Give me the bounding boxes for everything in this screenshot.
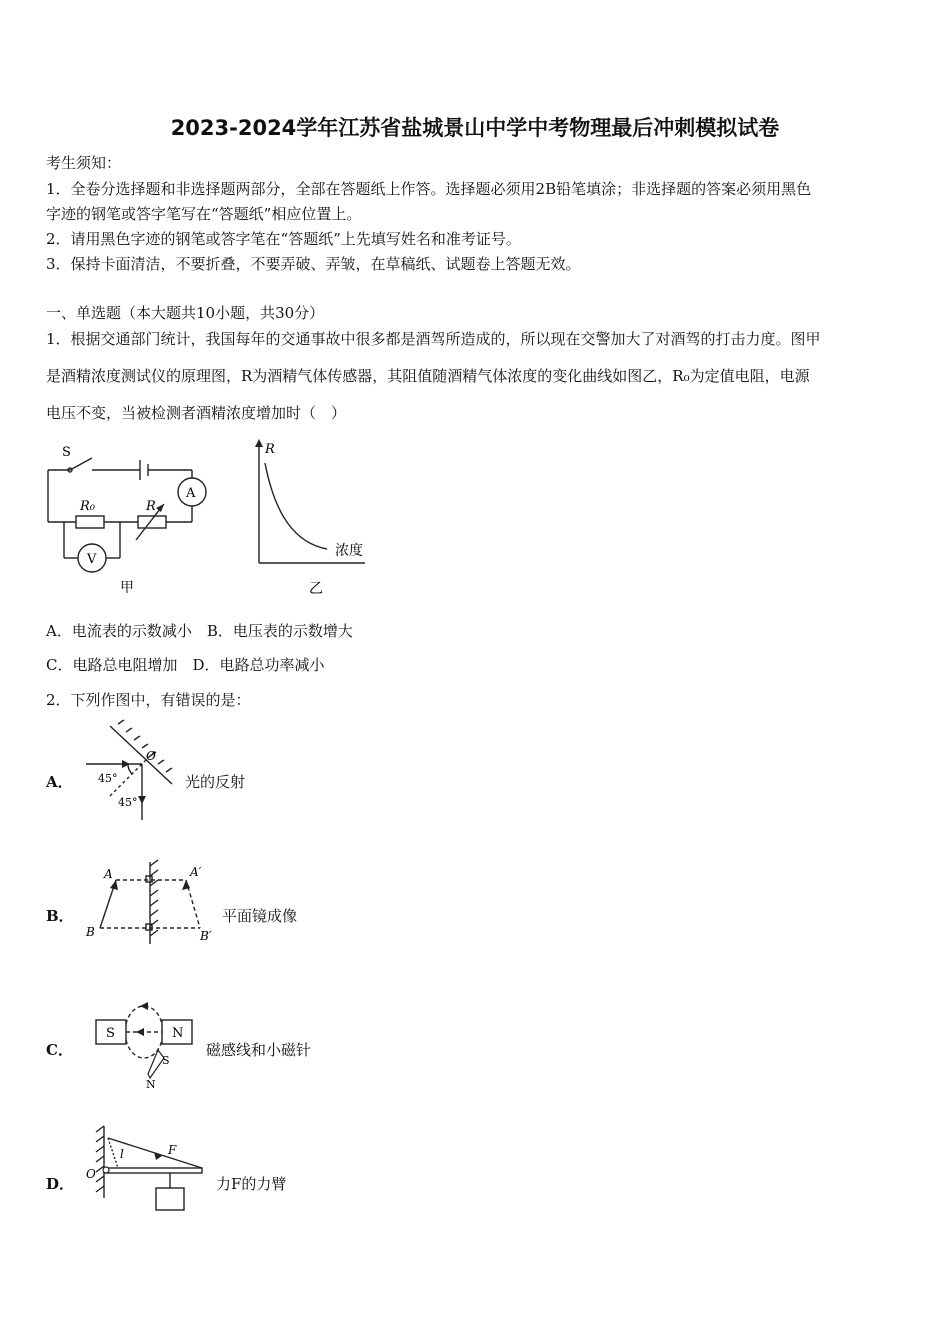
page-title: 2023-2024学年江苏省盐城景山中学中考物理最后冲刺模拟试卷: [170, 116, 780, 140]
reflected-arrowhead: [138, 796, 146, 804]
magnet-s-label: S: [106, 1026, 115, 1041]
q2-option-d-caption: 力F的力臂: [216, 1175, 287, 1193]
needle-s-label: S: [162, 1054, 170, 1067]
q2-option-b-label: B．: [46, 907, 74, 925]
sensor-arrowhead: [156, 504, 164, 512]
x-axis-label: 浓度: [335, 543, 363, 559]
lever-figure: [84, 1122, 214, 1217]
q1-line-2: 是酒精浓度测试仪的原理图，R为酒精气体传感器，其阻值随酒精气体浓度的变化曲线如图乙，R₀为定值电阻，电源: [46, 367, 810, 385]
r-label: R: [146, 499, 156, 514]
field-line-bottom: [126, 1040, 162, 1058]
field-line-top: [126, 1006, 162, 1024]
q2-option-a-caption: 光的反射: [185, 773, 246, 791]
section-heading: 一、单选题（本大题共10小题，共30分）: [46, 304, 325, 322]
pivot-point: [103, 1167, 109, 1173]
q2-option-d-label: D．: [46, 1175, 75, 1193]
y-axis-label: R: [265, 442, 275, 457]
switch-label: S: [62, 445, 71, 460]
reflection-figure: [80, 722, 190, 822]
notice-heading: 考生须知：: [46, 154, 122, 172]
needle-n-label: N: [146, 1078, 156, 1091]
notice-line-2: 字迹的钢笔或答字笔写在“答题纸”相应位置上。: [46, 205, 362, 223]
ammeter-label: A: [186, 486, 196, 501]
label-a-prime: A′: [190, 865, 202, 879]
q2-option-c-caption: 磁感线和小磁针: [206, 1041, 312, 1059]
notice-line-4: 3．保持卡面清洁，不要折叠，不要弄破、弄皱，在草稿纸、试题卷上答题无效。: [46, 255, 581, 273]
circuit-figure: [40, 440, 220, 600]
q1-options-row-1: A．电流表的示数减小 B．电压表的示数增大: [46, 622, 353, 640]
force-f-label: F: [168, 1143, 177, 1157]
resistance-curve-figure: [245, 435, 385, 595]
fixed-resistor-r0: [76, 516, 104, 528]
fig1-caption: 甲: [120, 580, 134, 596]
point-o-label: O: [146, 749, 156, 763]
sensor-resistor-r: [138, 516, 166, 528]
force-arrowhead: [154, 1152, 162, 1160]
q1-line-3: 电压不变，当被检测者酒精浓度增加时（ ）: [46, 404, 347, 422]
switch-blade: [70, 458, 92, 470]
weight-block: [156, 1188, 184, 1210]
label-a: A: [104, 867, 113, 881]
q2-stem: 2．下列作图中，有错误的是：: [46, 691, 251, 709]
voltmeter-label: V: [87, 552, 97, 567]
notice-line-1: 1．全卷分选择题和非选择题两部分，全部在答题纸上作答。选择题必须用2B铅笔填涂；非选择题的答案必须用黑色: [46, 180, 812, 198]
q2-option-b-caption: 平面镜成像: [222, 907, 298, 925]
fig2-caption: 乙: [309, 581, 323, 597]
angle-label-1: 45°: [98, 772, 118, 785]
plane-mirror-figure: [82, 858, 222, 948]
arm-l-label: l: [120, 1147, 124, 1161]
q2-option-c-label: C．: [46, 1041, 73, 1059]
magnet-n-label: N: [172, 1026, 184, 1041]
q1-options-row-2: C．电路总电阻增加 D．电路总功率减小: [46, 656, 325, 674]
angle-arc: [128, 764, 132, 774]
resistance-curve: [265, 463, 327, 549]
arm-marker: [108, 1138, 118, 1168]
q1-line-1: 1．根据交通部门统计，我国每年的交通事故中很多都是酒驾所造成的，所以现在交警加大了对酒驾的打击力度。图甲: [46, 330, 821, 348]
object-arrowhead: [110, 880, 118, 890]
lever-bar: [104, 1168, 202, 1173]
notice-line-3: 2．请用黑色字迹的钢笔或答字笔在“答题纸”上先填写姓名和准考证号。: [46, 230, 521, 248]
angle-label-2: 45°: [118, 796, 138, 809]
y-axis-arrow: [255, 439, 263, 447]
r0-label: R₀: [80, 499, 95, 514]
mirror-surface: [110, 726, 172, 784]
q2-option-a-label: A．: [46, 773, 73, 791]
field-arrow-middle: [136, 1028, 144, 1036]
label-b: B: [86, 925, 95, 939]
magnetic-field-figure: [92, 990, 212, 1090]
field-arrow-top: [140, 1002, 148, 1010]
label-b-prime: B′: [200, 929, 212, 943]
pivot-o-label: O: [86, 1167, 96, 1181]
